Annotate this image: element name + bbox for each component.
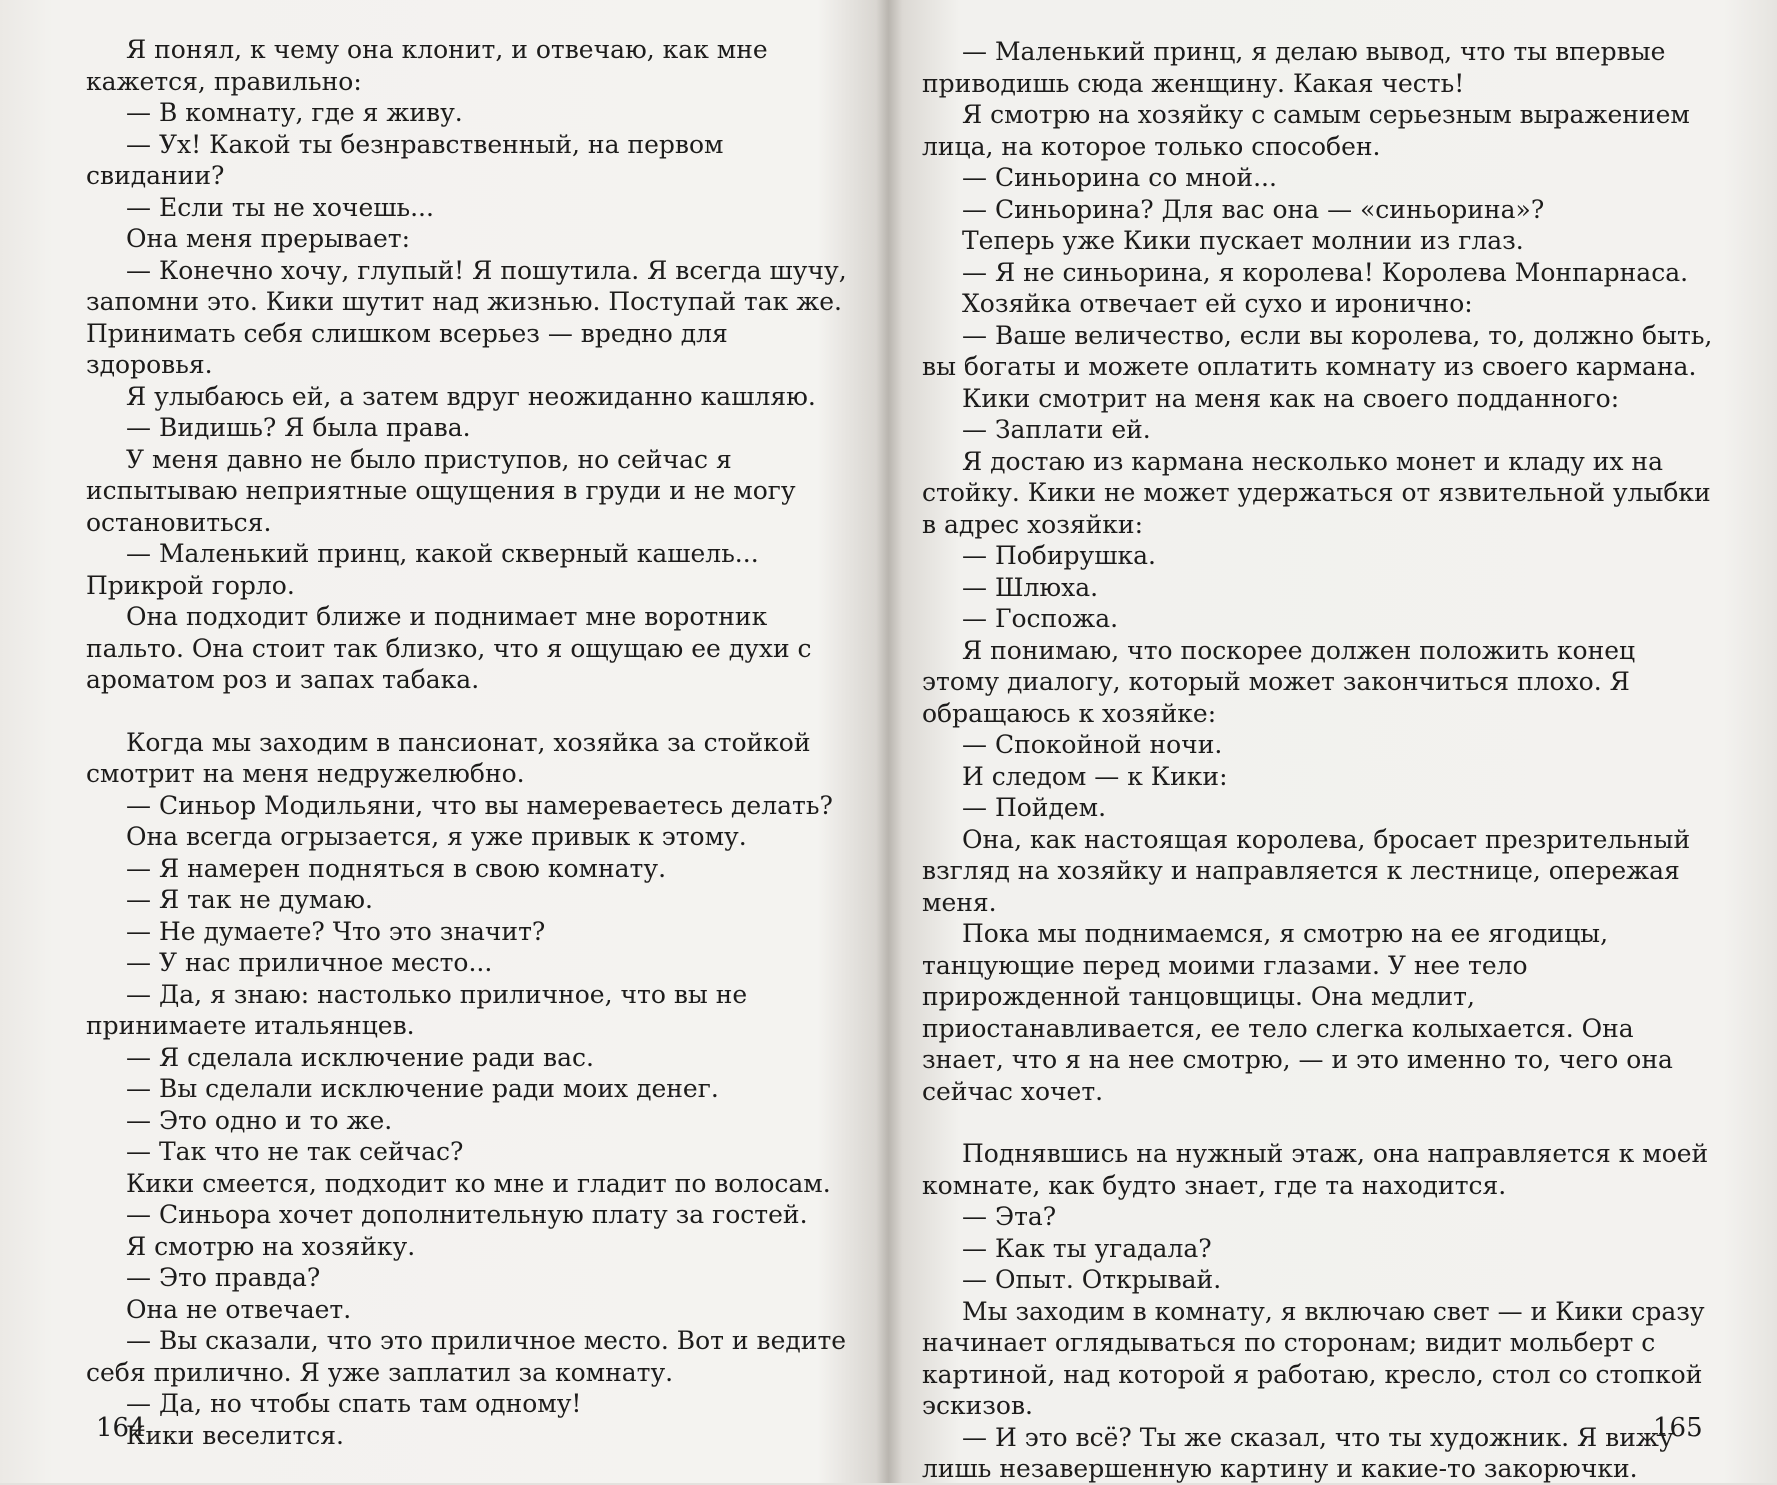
- paragraph: Я улыбаюсь ей, а затем вдруг неожиданно кашляю.: [126, 381, 816, 411]
- paragraph: Она подходит ближе и поднимает мне воротник пальто. Она стоит так близко, что я ощущаю ее духи с ароматом роз и запах табака.: [86, 602, 812, 694]
- paragraph: — Опыт. Открывай.: [962, 1265, 1222, 1294]
- paragraph: — Синьорина со мной...: [962, 163, 1277, 192]
- paragraph: — Заплати ей.: [962, 415, 1151, 444]
- paragraph: Она меня прерывает:: [126, 224, 411, 253]
- paragraph: Кики веселится.: [126, 1420, 345, 1450]
- paragraph: — Да, я знаю: настолько приличное, что вы не принимаете итальянцев.: [86, 979, 748, 1040]
- paragraph: — Спокойной ночи.: [962, 730, 1223, 759]
- paragraph: — Так что не так сейчас?: [126, 1137, 464, 1166]
- paragraph: — В комнату, где я живу.: [126, 98, 463, 127]
- left-page: [0, 0, 875, 1483]
- paragraph: — Если ты не хочешь...: [126, 192, 434, 222]
- paragraph: — Конечно хочу, глупый! Я пошутила. Я всегда шучу, запомни это. Кики шутит над жизнью. Поступай так же. Принимать себя слишком всерьез — вредно для здоровья.: [86, 255, 847, 379]
- page-number: 164: [96, 1413, 146, 1443]
- paragraph: — Как ты угадала?: [962, 1233, 1212, 1263]
- paragraph: Пока мы поднимаемся, я смотрю на ее ягодицы, танцующие перед моими глазами. У нее тело прирожденной танцовщицы. Она медлит, приостанавливается, ее тело слегка колыхается. Она знает, что я на нее смотрю, — и это именно то, чего она сейчас хочет.: [922, 919, 1673, 1106]
- paragraph: — Синьора хочет дополнительную плату за гостей.: [126, 1200, 808, 1229]
- paragraph: Я понял, к чему она клонит, и отвечаю, как мне кажется, правильно:: [86, 35, 768, 96]
- paragraph: У меня давно не было приступов, но сейчас я испытываю неприятные ощущения в груди и не могу остановиться.: [86, 444, 796, 537]
- paragraph: Она, как настоящая королева, бросает презрительный взгляд на хозяйку и направляется к лестнице, опережая меня.: [922, 824, 1691, 917]
- right-page-text: [922, 36, 1717, 1485]
- paragraph: Я достаю из кармана несколько монет и кладу их на стойку. Кики не может удержаться от язвительной улыбки в адрес хозяйки:: [922, 446, 1711, 539]
- paragraph: — Госпожа.: [962, 604, 1119, 633]
- paragraph: — Синьор Модильяни, что вы намереваетесь делать?: [126, 790, 833, 820]
- paragraph: — Ух! Какой ты безнравственный, на первом свидании?: [86, 129, 724, 190]
- paragraph: — Ваше величество, если вы королева, то, должно быть, вы богаты и можете оплатить комнату из своего кармана.: [922, 320, 1713, 381]
- paragraph: — Это правда?: [126, 1263, 321, 1292]
- paragraph: — Я не синьорина, я королева! Королева Монпарнаса.: [962, 257, 1689, 287]
- paragraph: — Маленький принц, я делаю вывод, что ты впервые приводишь сюда женщину. Какая честь!: [922, 37, 1666, 98]
- paragraph: Поднявшись на нужный этаж, она направляется к моей комнате, как будто знает, где та находится.: [922, 1139, 1709, 1200]
- paragraph: — Не думаете? Что это значит?: [126, 916, 546, 946]
- left-page-text: [86, 34, 862, 1451]
- paragraph: Хозяйка отвечает ей сухо и иронично:: [962, 289, 1473, 318]
- paragraph: — Синьорина? Для вас она — «синьорина»?: [962, 194, 1545, 224]
- paragraph: — Видишь? Я была права.: [126, 413, 471, 442]
- paragraph: — Я сделала исключение ради вас.: [126, 1042, 594, 1072]
- paragraph: — И это всё? Ты же сказал, что ты художник. Я вижу лишь незавершенную картину и какие-то закорючки.: [922, 1422, 1674, 1483]
- paragraph: — Я намерен подняться в свою комнату.: [126, 853, 667, 883]
- paragraph: Теперь уже Кики пускает молнии из глаз.: [962, 226, 1524, 255]
- paragraph: Когда мы заходим в пансионат, хозяйка за стойкой смотрит на меня недружелюбно.: [86, 727, 811, 788]
- paragraph: Она не отвечает.: [126, 1294, 352, 1324]
- page-number: 165: [1653, 1413, 1703, 1443]
- paragraph: — Маленький принц, какой скверный кашель... Прикрой горло.: [86, 539, 759, 600]
- paragraph: — У нас приличное место...: [126, 948, 493, 977]
- paragraph: — Вы сказали, что это приличное место. Вот и ведите себя прилично. Я уже заплатил за комнату.: [86, 1326, 847, 1387]
- paragraph: — Это одно и то же.: [126, 1105, 393, 1135]
- paragraph: — Да, но чтобы спать там одному!: [126, 1389, 582, 1418]
- paragraph: Я смотрю на хозяйку.: [126, 1231, 416, 1261]
- paragraph: И следом — к Кики:: [962, 761, 1228, 791]
- paragraph: — Я так не думаю.: [126, 885, 373, 914]
- paragraph: Я понимаю, что поскорее должен положить конец этому диалогу, который может закончиться плохо. Я обращаюсь к хозяйке:: [922, 635, 1636, 728]
- right-page: [905, 0, 1777, 1483]
- paragraph: Она всегда огрызается, я уже привык к этому.: [126, 822, 747, 851]
- paragraph: Кики смеется, подходит ко мне и гладит по волосам.: [126, 1168, 831, 1198]
- paragraph: — Эта?: [962, 1202, 1057, 1231]
- paragraph: — Вы сделали исключение ради моих денег.: [126, 1074, 719, 1103]
- paragraph: — Пойдем.: [962, 793, 1107, 822]
- paragraph: Я смотрю на хозяйку с самым серьезным выражением лица, на которое только способен.: [922, 100, 1690, 161]
- paragraph: Кики смотрит на меня как на своего подданного:: [962, 383, 1620, 413]
- paragraph: — Побирушка.: [962, 541, 1156, 570]
- paragraph: Мы заходим в комнату, я включаю свет — и Кики сразу начинает оглядываться по сторонам; видит мольберт с картиной, над которой я работаю, кресло, стол со стопкой эскизов.: [922, 1296, 1705, 1420]
- paragraph: — Шлюха.: [962, 572, 1099, 602]
